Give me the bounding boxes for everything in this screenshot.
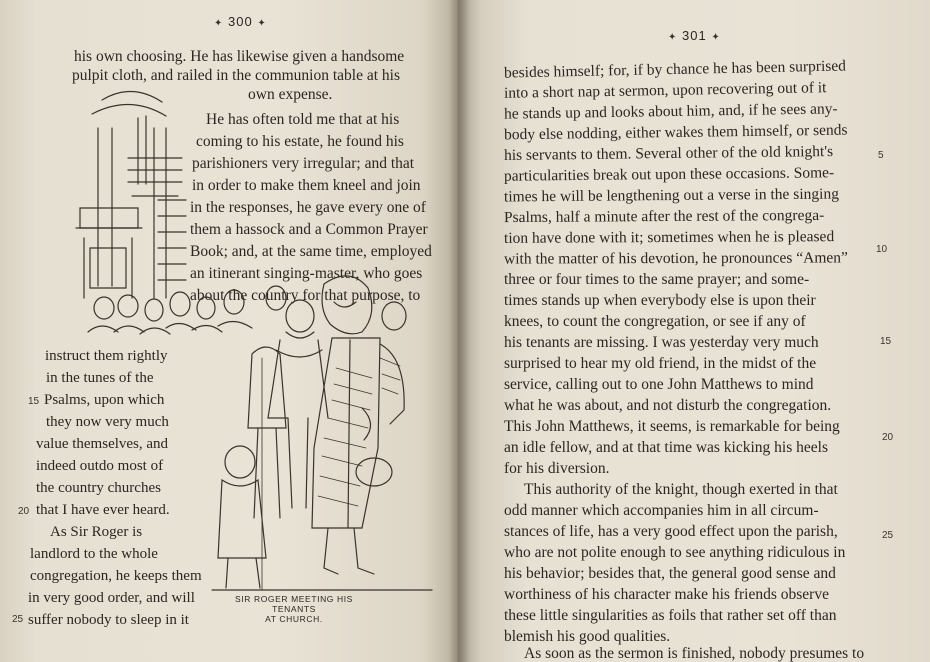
line-number: 25 — [12, 614, 24, 625]
top-line: his own choosing. He has likewise given a handsome — [74, 48, 405, 65]
column-line: indeed outdo most of — [36, 458, 164, 474]
top-line: own expense. — [248, 86, 333, 103]
body-line: stances of life, has a very good effect upon the parish, — [504, 523, 838, 540]
body-line: As soon as the sermon is finished, nobody presumes to — [524, 645, 865, 662]
right-page — [458, 0, 930, 662]
body-line: his servants to them. Several other of the old knight's — [503, 142, 834, 165]
column-line: in very good order, and will — [28, 590, 195, 606]
church-illustration — [62, 88, 434, 604]
book-gutter — [448, 0, 470, 662]
column-line: suffer nobody to sleep in it — [28, 612, 189, 628]
body-line: body else nodding, either wakes them himself, or sends — [503, 121, 848, 144]
folio-ornament-right-icon: ✦ — [257, 18, 267, 29]
column-line: congregation, he keeps them — [30, 568, 202, 584]
body-line: besides himself; for, if by chance he has been surprised — [503, 57, 847, 82]
line-number: 5 — [878, 150, 884, 161]
column-line: in order to make them kneel and join — [192, 177, 421, 194]
body-line: his tenants are missing. I was yesterday very much — [504, 334, 819, 351]
body-line: knees, to count the congregation, or see if any of — [504, 313, 806, 330]
body-line: an idle fellow, and at that time was kicking his heels — [504, 439, 828, 456]
body-line: for his diversion. — [504, 460, 610, 477]
body-line: worthiness of his character make his friends observe — [504, 586, 829, 603]
line-number: 15 — [880, 336, 892, 347]
body-line: Psalms, half a minute after the rest of the congrega- — [503, 206, 825, 227]
line-number: 20 — [18, 506, 30, 517]
column-line: them a hassock and a Common Prayer — [190, 221, 428, 238]
column-line: He has often told me that at his — [206, 111, 400, 128]
column-line: value themselves, and — [36, 436, 169, 452]
folio-ornament-left-icon: ✦ — [214, 18, 224, 29]
body-line: surprised to hear my old friend, in the midst of the — [504, 355, 817, 372]
left-page — [0, 0, 458, 662]
body-line: particularities break out upon these occasions. Some- — [503, 164, 835, 185]
column-line: instruct them rightly — [45, 348, 168, 364]
left-page-number: ✦ 300 ✦ — [214, 14, 267, 29]
body-line: his behavior; besides that, the general good sense and — [504, 565, 836, 582]
column-line: in the tunes of the — [46, 370, 154, 386]
column-line: in the responses, he gave every one of — [190, 199, 426, 216]
column-line: Psalms, upon which — [44, 392, 165, 408]
column-line: parishioners very irregular; and that — [192, 155, 415, 172]
line-number: 25 — [882, 530, 894, 541]
column-line: the country churches — [36, 480, 161, 496]
body-line: times stands up when everybody else is upon their — [504, 292, 816, 309]
line-number: 20 — [882, 432, 894, 443]
column-line: landlord to the whole — [30, 546, 158, 562]
column-line: about the country for that purpose, to — [190, 287, 421, 304]
column-line: an itinerant singing-master, who goes — [190, 265, 423, 282]
body-line: these little singularities as foils that rather set off than — [504, 607, 837, 624]
body-line: This authority of the knight, though exerted in that — [524, 481, 838, 498]
body-line: times he will be lengthening out a verse in the singing — [503, 185, 839, 206]
column-line: coming to his estate, he found his — [196, 133, 404, 150]
body-line: who are not polite enough to see anything ridiculous in — [504, 544, 846, 561]
body-line: odd manner which accompanies him in all circum- — [504, 502, 819, 519]
body-line: This John Matthews, it seems, is remarkable for being — [504, 418, 840, 435]
line-number: 10 — [876, 244, 888, 255]
body-line: service, calling out to one John Matthews to mind — [504, 376, 814, 393]
body-line: blemish his good qualities. — [504, 628, 671, 645]
line-number: 15 — [28, 396, 40, 407]
body-line: three or four times to the same prayer; and some- — [504, 271, 810, 288]
folio-ornament-left-icon: ✦ — [668, 32, 678, 43]
column-line: they now very much — [46, 414, 169, 430]
body-line: into a short nap at sermon, upon recovering out of it — [503, 79, 827, 102]
column-line: Book; and, at the same time, employed — [190, 243, 432, 260]
illustration-caption: SIR ROGER MEETING HIS TENANTS AT CHURCH. — [235, 594, 353, 624]
body-line: he stands up and looks about him, and, if he sees any- — [503, 100, 838, 123]
folio-ornament-right-icon: ✦ — [711, 32, 721, 43]
column-line: that I have ever heard. — [36, 502, 170, 518]
right-page-number: ✦ 301 ✦ — [668, 28, 721, 43]
top-line: pulpit cloth, and railed in the communion table at his — [72, 67, 401, 84]
body-line: with the matter of his devotion, he pronounces “Amen” — [503, 249, 848, 268]
body-line: what he was about, and not disturb the congregation. — [504, 397, 832, 414]
column-line: As Sir Roger is — [50, 524, 143, 540]
body-line: tion have done with it; sometimes when he is pleased — [503, 228, 835, 247]
